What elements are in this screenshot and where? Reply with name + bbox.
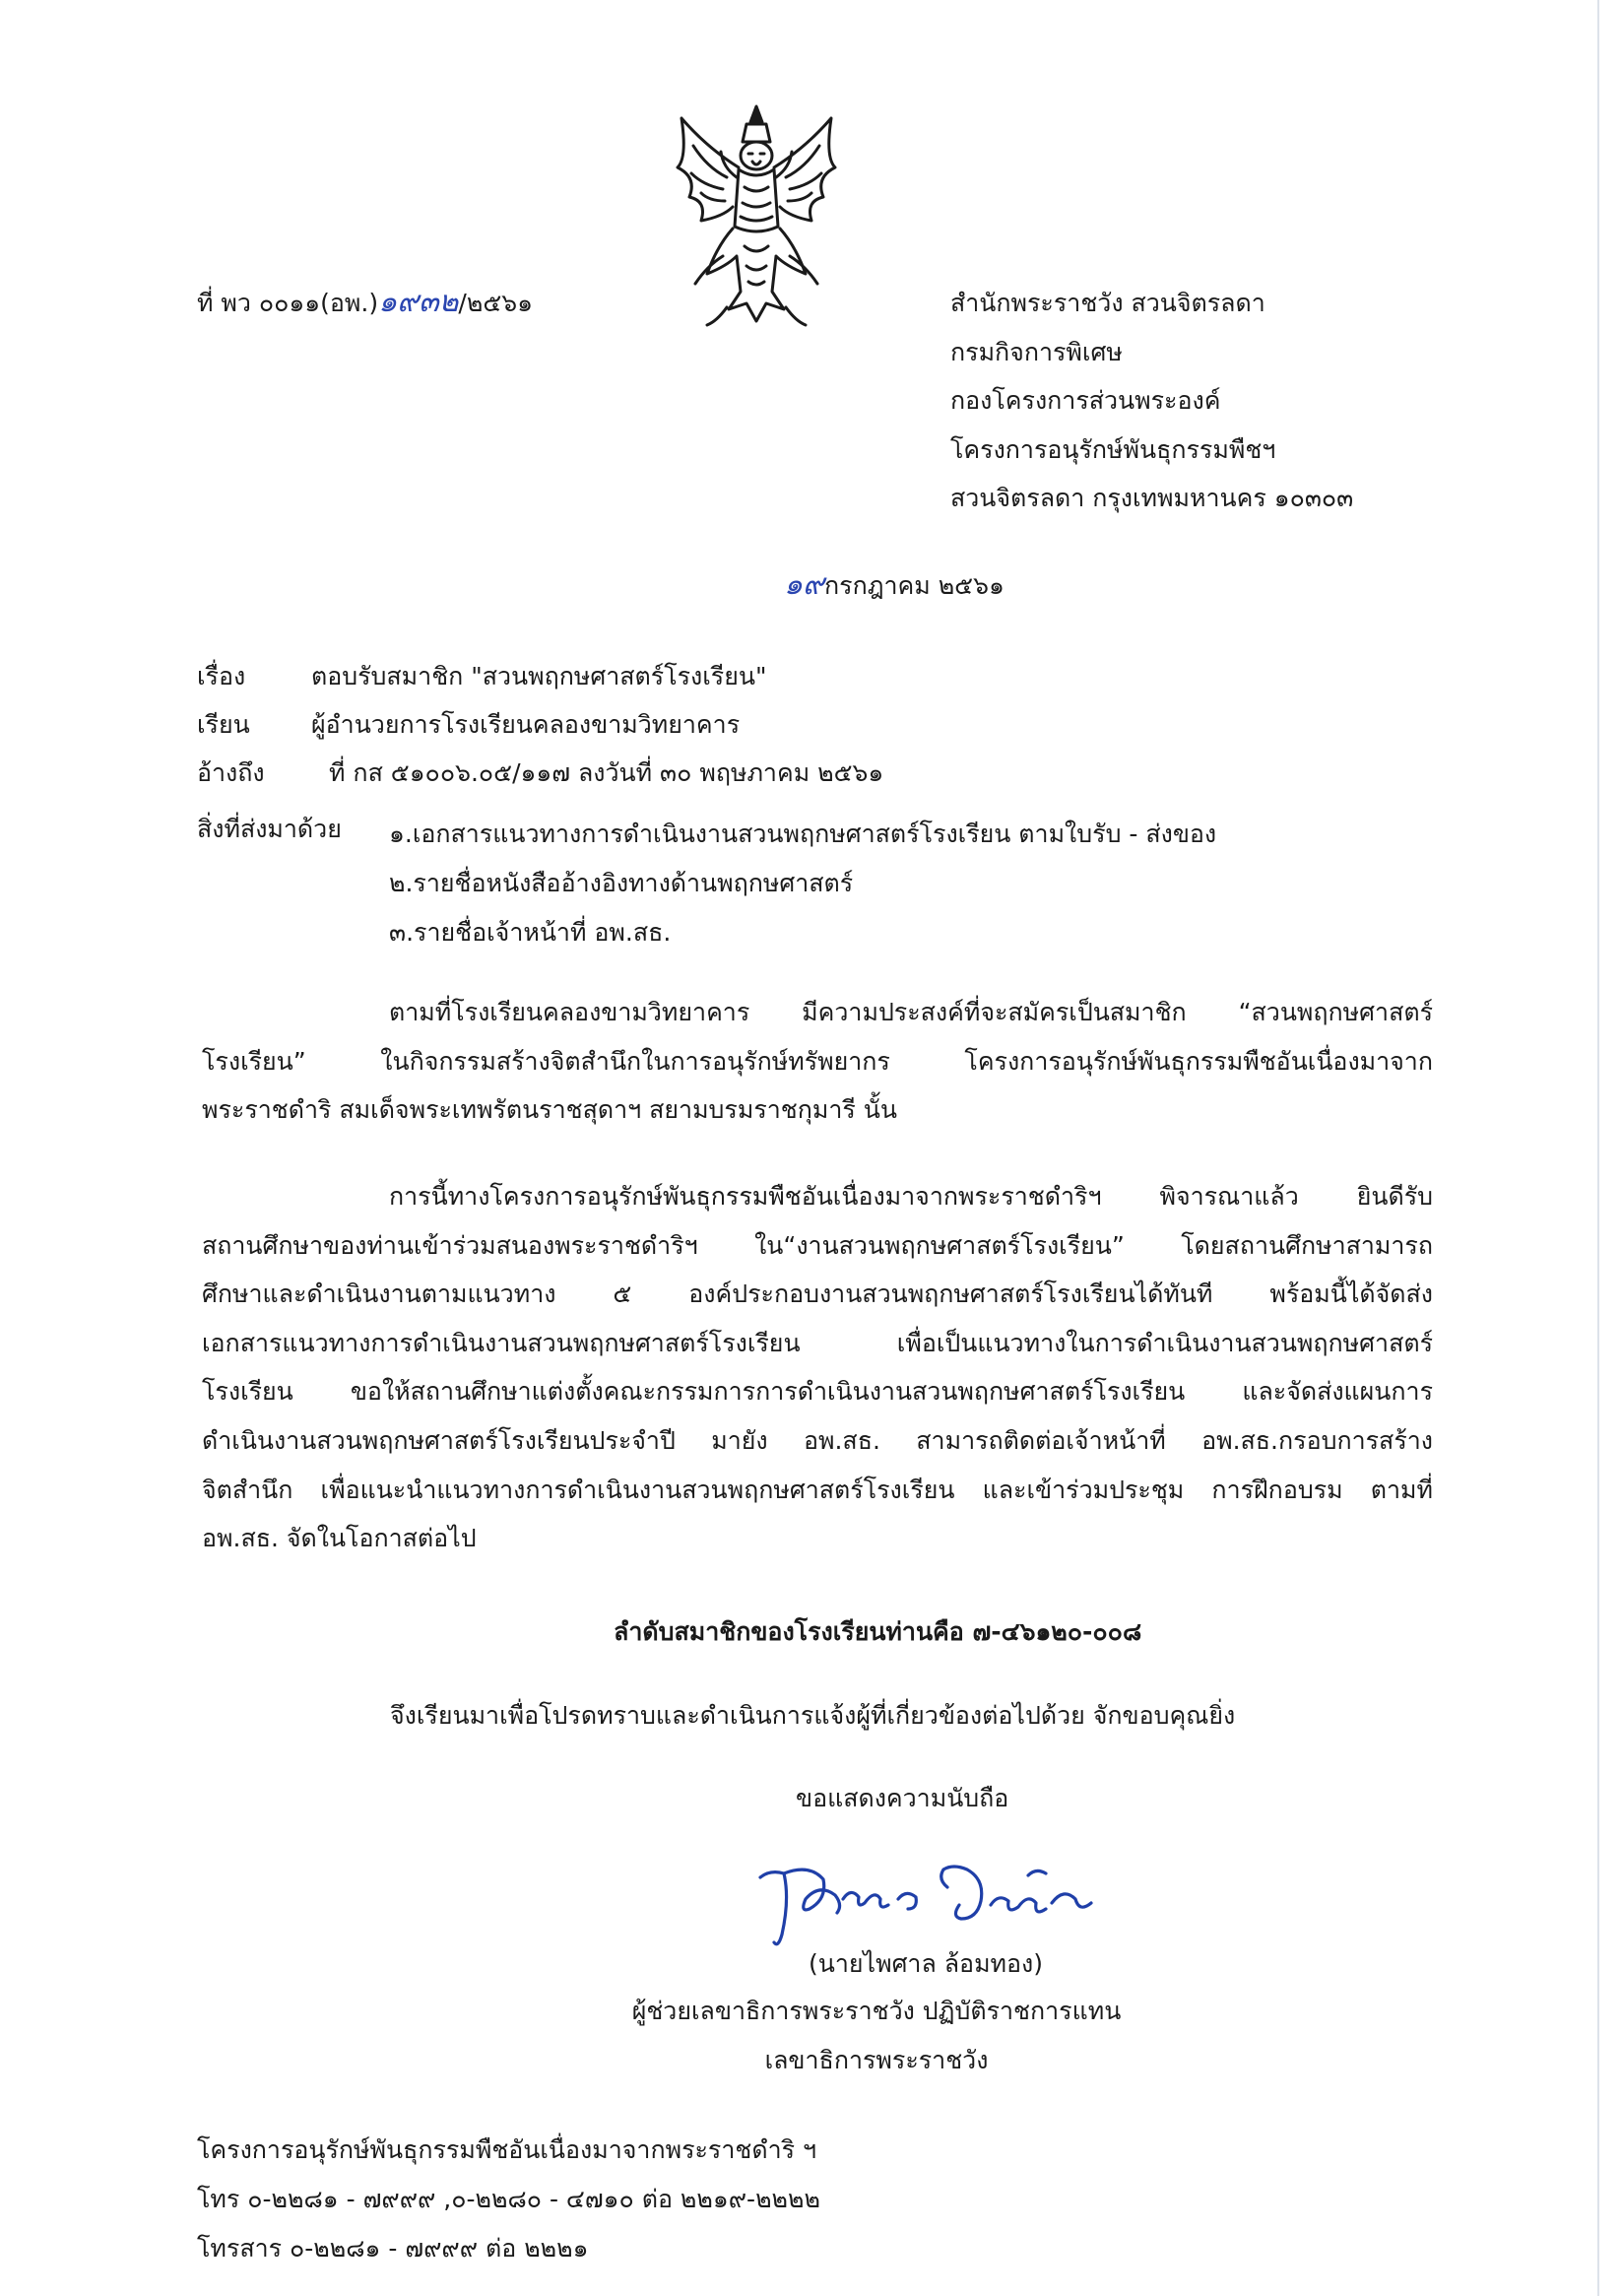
paragraph-line: อพ.สธ. จัดในโอกาสต่อไป bbox=[202, 1524, 477, 1553]
footer-line: โครงการอนุรักษ์พันธุกรรมพืชอันเนื่องมาจากพระราชดำริ ฯ bbox=[197, 2135, 817, 2164]
signer-position-1: ผู้ช่วยเลขาธิการพระราชวัง ปฏิบัติราชการแทน bbox=[631, 1997, 1122, 2025]
subject-text: ตอบรับสมาชิก "สวนพฤกษศาสตร์โรงเรียน" bbox=[311, 662, 767, 690]
paragraph-line: ตามที่โรงเรียนคลองขามวิทยาคาร มีความประสงค์ที่จะสมัครเป็นสมาชิก “สวนพฤกษศาสตร์ bbox=[389, 998, 1433, 1026]
paragraph-2 bbox=[202, 1172, 1433, 1563]
date-day-handwritten: ๑๙ bbox=[784, 567, 825, 602]
sender-address-line: สำนักพระราชวัง สวนจิตรลดา bbox=[950, 289, 1265, 317]
footer-line: โทรสาร ๐-๒๒๘๑ - ๗๙๙๙ ต่อ ๒๒๒๑ bbox=[197, 2234, 589, 2263]
sender-address-line: โครงการอนุรักษ์พันธุกรรมพืชฯ bbox=[950, 434, 1276, 464]
enclosure-item: ๑.เอกสารแนวทางการดำเนินงานสวนพฤกษศาสตร์โรงเรียน ตามใบรับ - ส่งของ bbox=[389, 820, 1217, 848]
handwritten-signature bbox=[741, 1840, 1115, 1958]
paragraph-line: เอกสารแนวทางการดำเนินงานสวนพฤกษศาสตร์โรงเรียน เพื่อเป็นแนวทางในการดำเนินงานสวนพฤกษศาสตร์ bbox=[202, 1328, 1433, 1357]
paragraph-1 bbox=[202, 988, 1433, 1135]
enclosure-item: ๓.รายชื่อเจ้าหน้าที่ อพ.สธ. bbox=[389, 918, 672, 947]
signer-position-2: เลขาธิการพระราชวัง bbox=[764, 2046, 989, 2074]
signer-name: (นายไพศาล ล้อมทอง) bbox=[808, 1949, 1044, 1978]
paragraph-line: จิตสำนึก เพื่อแนะนำแนวทางการดำเนินงานสวนพฤกษศาสตร์โรงเรียน และเข้าร่วมประชุม การฝึกอบรม ตามที่ bbox=[202, 1475, 1433, 1504]
sender-address-line: สวนจิตรลดา กรุงเทพมหานคร ๑๐๓๐๓ bbox=[950, 484, 1354, 512]
date-month-year: กรกฎาคม ๒๕๖๑ bbox=[824, 571, 1005, 600]
sender-address-line: กรมกิจการพิเศษ bbox=[950, 337, 1123, 366]
page-edge-line bbox=[1597, 0, 1599, 2296]
to-label: เรียน bbox=[197, 710, 250, 739]
footer-line: โทร ๐-๒๒๘๑ - ๗๙๙๙ ,๐-๒๒๘๐ - ๔๗๑๐ ต่อ ๒๒๑๙-๒๒๒๒ bbox=[197, 2185, 820, 2213]
reference-suffix: /๒๕๖๑ bbox=[458, 289, 533, 317]
paragraph-line: โรงเรียน” ในกิจกรรมสร้างจิตสำนึกในการอนุรักษ์ทรัพยากร โครงการอนุรักษ์พันธุกรรมพืชอันเนื่องมาจาก bbox=[202, 1046, 1433, 1076]
reference-label: อ้างถึง bbox=[197, 758, 265, 787]
paragraph-line: โรงเรียน ขอให้สถานศึกษาแต่งตั้งคณะกรรมการการดำเนินงานสวนพฤกษศาสตร์โรงเรียน และจัดส่งแผนการ bbox=[202, 1377, 1433, 1407]
enclosure-item: ๒.รายชื่อหนังสืออ้างอิงทางด้านพฤกษศาสตร์ bbox=[389, 869, 854, 897]
sender-address bbox=[950, 279, 1353, 523]
paragraph-line: พระราชดำริ สมเด็จพระเทพรัตนราชสุดาฯ สยามบรมราชกุมารี นั้น bbox=[202, 1095, 897, 1125]
member-number: ลำดับสมาชิกของโรงเรียนท่านคือ ๗-๔๖๑๒๐-๐๐๘ bbox=[614, 1617, 1142, 1646]
paragraph-line: สถานศึกษาของท่านเข้าร่วมสนองพระราชดำริฯ ใน“งานสวนพฤกษศาสตร์โรงเรียน” โดยสถานศึกษาสามารถ bbox=[202, 1230, 1433, 1260]
closing-request: จึงเรียนมาเพื่อโปรดทราบและดำเนินการแจ้งผู้ที่เกี่ยวข้องต่อไปด้วย จักขอบคุณยิ่ง bbox=[390, 1701, 1236, 1730]
subject-label: เรื่อง bbox=[197, 662, 246, 690]
footer-contact bbox=[197, 2126, 820, 2273]
paragraph-line: ศึกษาและดำเนินงานตามแนวทาง ๕ องค์ประกอบงานสวนพฤกษศาสตร์โรงเรียนได้ทันที พร้อมนี้ได้จัดส่ง bbox=[202, 1279, 1433, 1309]
enclosures-list bbox=[389, 810, 1216, 957]
reference-number-handwritten: ๑๙๓๒ bbox=[378, 285, 459, 319]
enclosures-label: สิ่งที่ส่งมาด้วย bbox=[197, 815, 342, 843]
paragraph-line: การนี้ทางโครงการอนุรักษ์พันธุกรรมพืชอันเนื่องมาจากพระราชดำริฯ พิจารณาแล้ว ยินดีรับ bbox=[389, 1182, 1433, 1211]
to-text: ผู้อำนวยการโรงเรียนคลองขามวิทยาคาร bbox=[311, 710, 741, 739]
paragraph-line: ดำเนินงานสวนพฤกษศาสตร์โรงเรียนประจำปี มายัง อพ.สธ. สามารถติดต่อเจ้าหน้าที่ อพ.สธ.กรอบการสร้าง bbox=[202, 1425, 1433, 1455]
reference-prefix: ที่ พว ๐๐๑๑(อพ.) bbox=[197, 289, 379, 317]
garuda-emblem-icon bbox=[668, 98, 845, 335]
reference-text: ที่ กส ๕๑๐๐๖.๐๕/๑๑๗ ลงวันที่ ๓๐ พฤษภาคม ๒๕๖๑ bbox=[329, 758, 884, 787]
letter-date bbox=[784, 561, 1005, 608]
salutation: ขอแสดงความนับถือ bbox=[796, 1784, 1009, 1812]
reference-number bbox=[197, 279, 533, 325]
sender-address-line: กองโครงการส่วนพระองค์ bbox=[950, 386, 1221, 415]
